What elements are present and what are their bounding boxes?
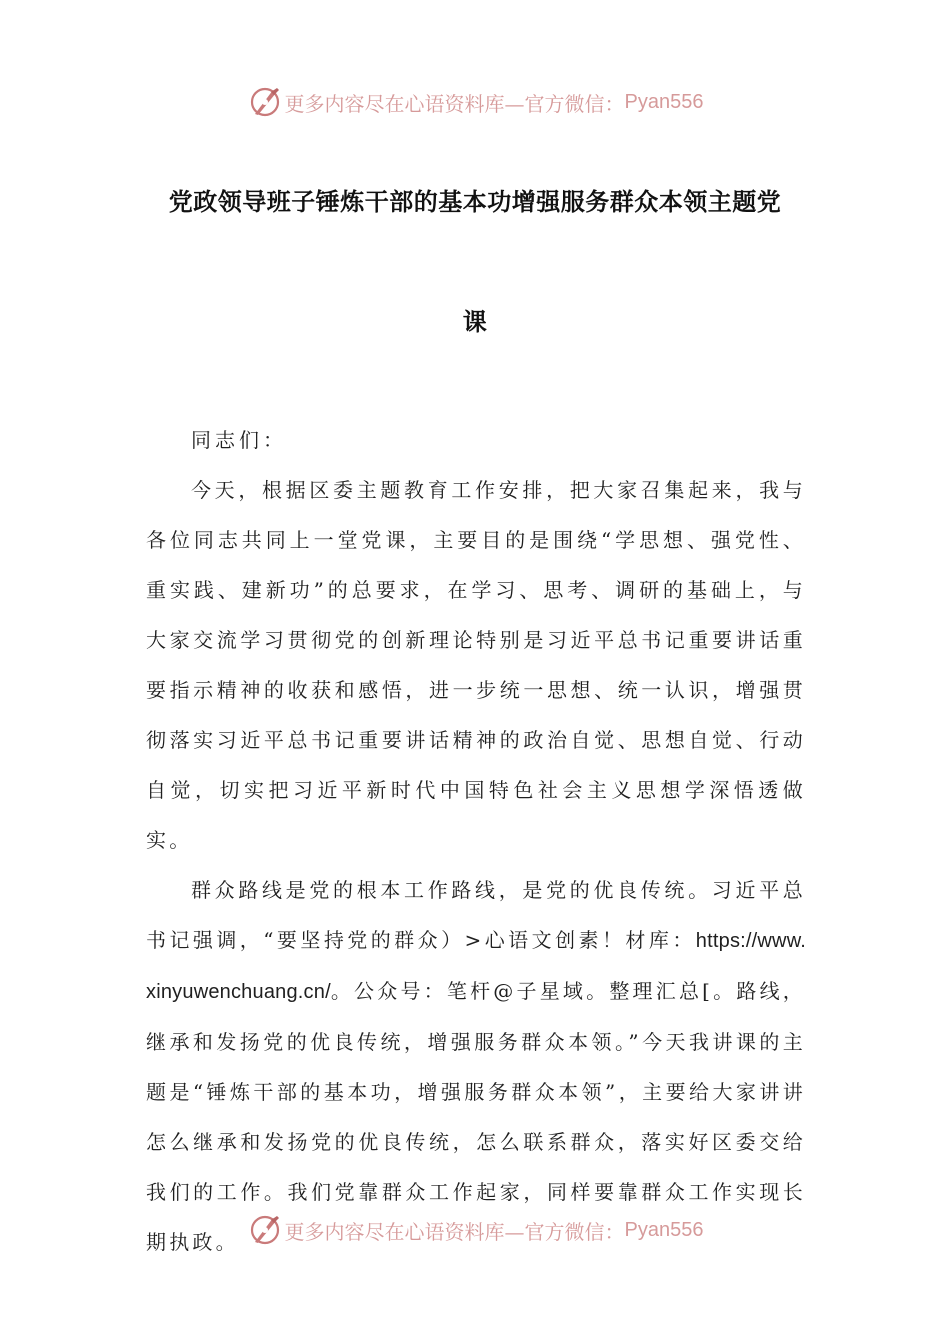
paragraph-2-text-a: 群众路线是党的根本工作路线，是党的优良传统。习近平总书记强调，“要坚持党的群众）>心语文创素！材库： <box>146 878 806 952</box>
paragraph-2-url: https://www.xinyuwenchuang.cn/ <box>146 930 806 1003</box>
footer-banner-text: 更多内容尽在心语资料库—官方微信： <box>284 1219 625 1244</box>
quill-logo-icon <box>247 84 283 120</box>
salutation: 同志们： <box>191 428 287 452</box>
paragraph-2 <box>146 865 806 1267</box>
quill-logo-icon <box>247 1212 283 1248</box>
paragraph-2-text-b: 。公众号：笔杆@子星域。整理汇总[。路线，继承和发扬党的优良传统，增强服务群众本领。”今天我讲课的主题是“锤炼干部的基本功，增强服务群众本领”，主要给大家讲讲怎么继承和发扬党的优良传统，怎么联系群众，落实好区委交给我们的工作。我们党靠群众工作起家，同样要靠群众工作实现长期执政。 <box>146 979 806 1254</box>
banner-text: 更多内容尽在心语资料库—官方微信： <box>284 91 625 116</box>
document-title-line-1: 党政领导班子锤炼干部的基本功增强服务群众本领主题党 <box>168 188 782 216</box>
document-body <box>146 415 806 1267</box>
footer-banner <box>0 1210 950 1250</box>
paragraph-1: 今天，根据区委主题教育工作安排，把大家召集起来，我与各位同志共同上一堂党课，主要目的是围绕“学思想、强党性、重实践、建新功”的总要求，在学习、思考、调研的基础上，与大家交流学习贯彻党的创新理论特别是习近平总书记重要讲话重要指示精神的收获和感悟，进一步统一思想、统一认识，增强贯彻落实习近平总书记重要讲话精神的政治自觉、思想自觉、行动自觉，切实把习近平新时代中国特色社会主义思想学深悟透做实。 <box>146 478 806 852</box>
document-title-line-2: 课 <box>462 308 488 336</box>
header-banner <box>0 82 950 122</box>
footer-banner-wechat-id: Pyan556 <box>624 1218 704 1241</box>
banner-wechat-id: Pyan556 <box>624 90 704 113</box>
